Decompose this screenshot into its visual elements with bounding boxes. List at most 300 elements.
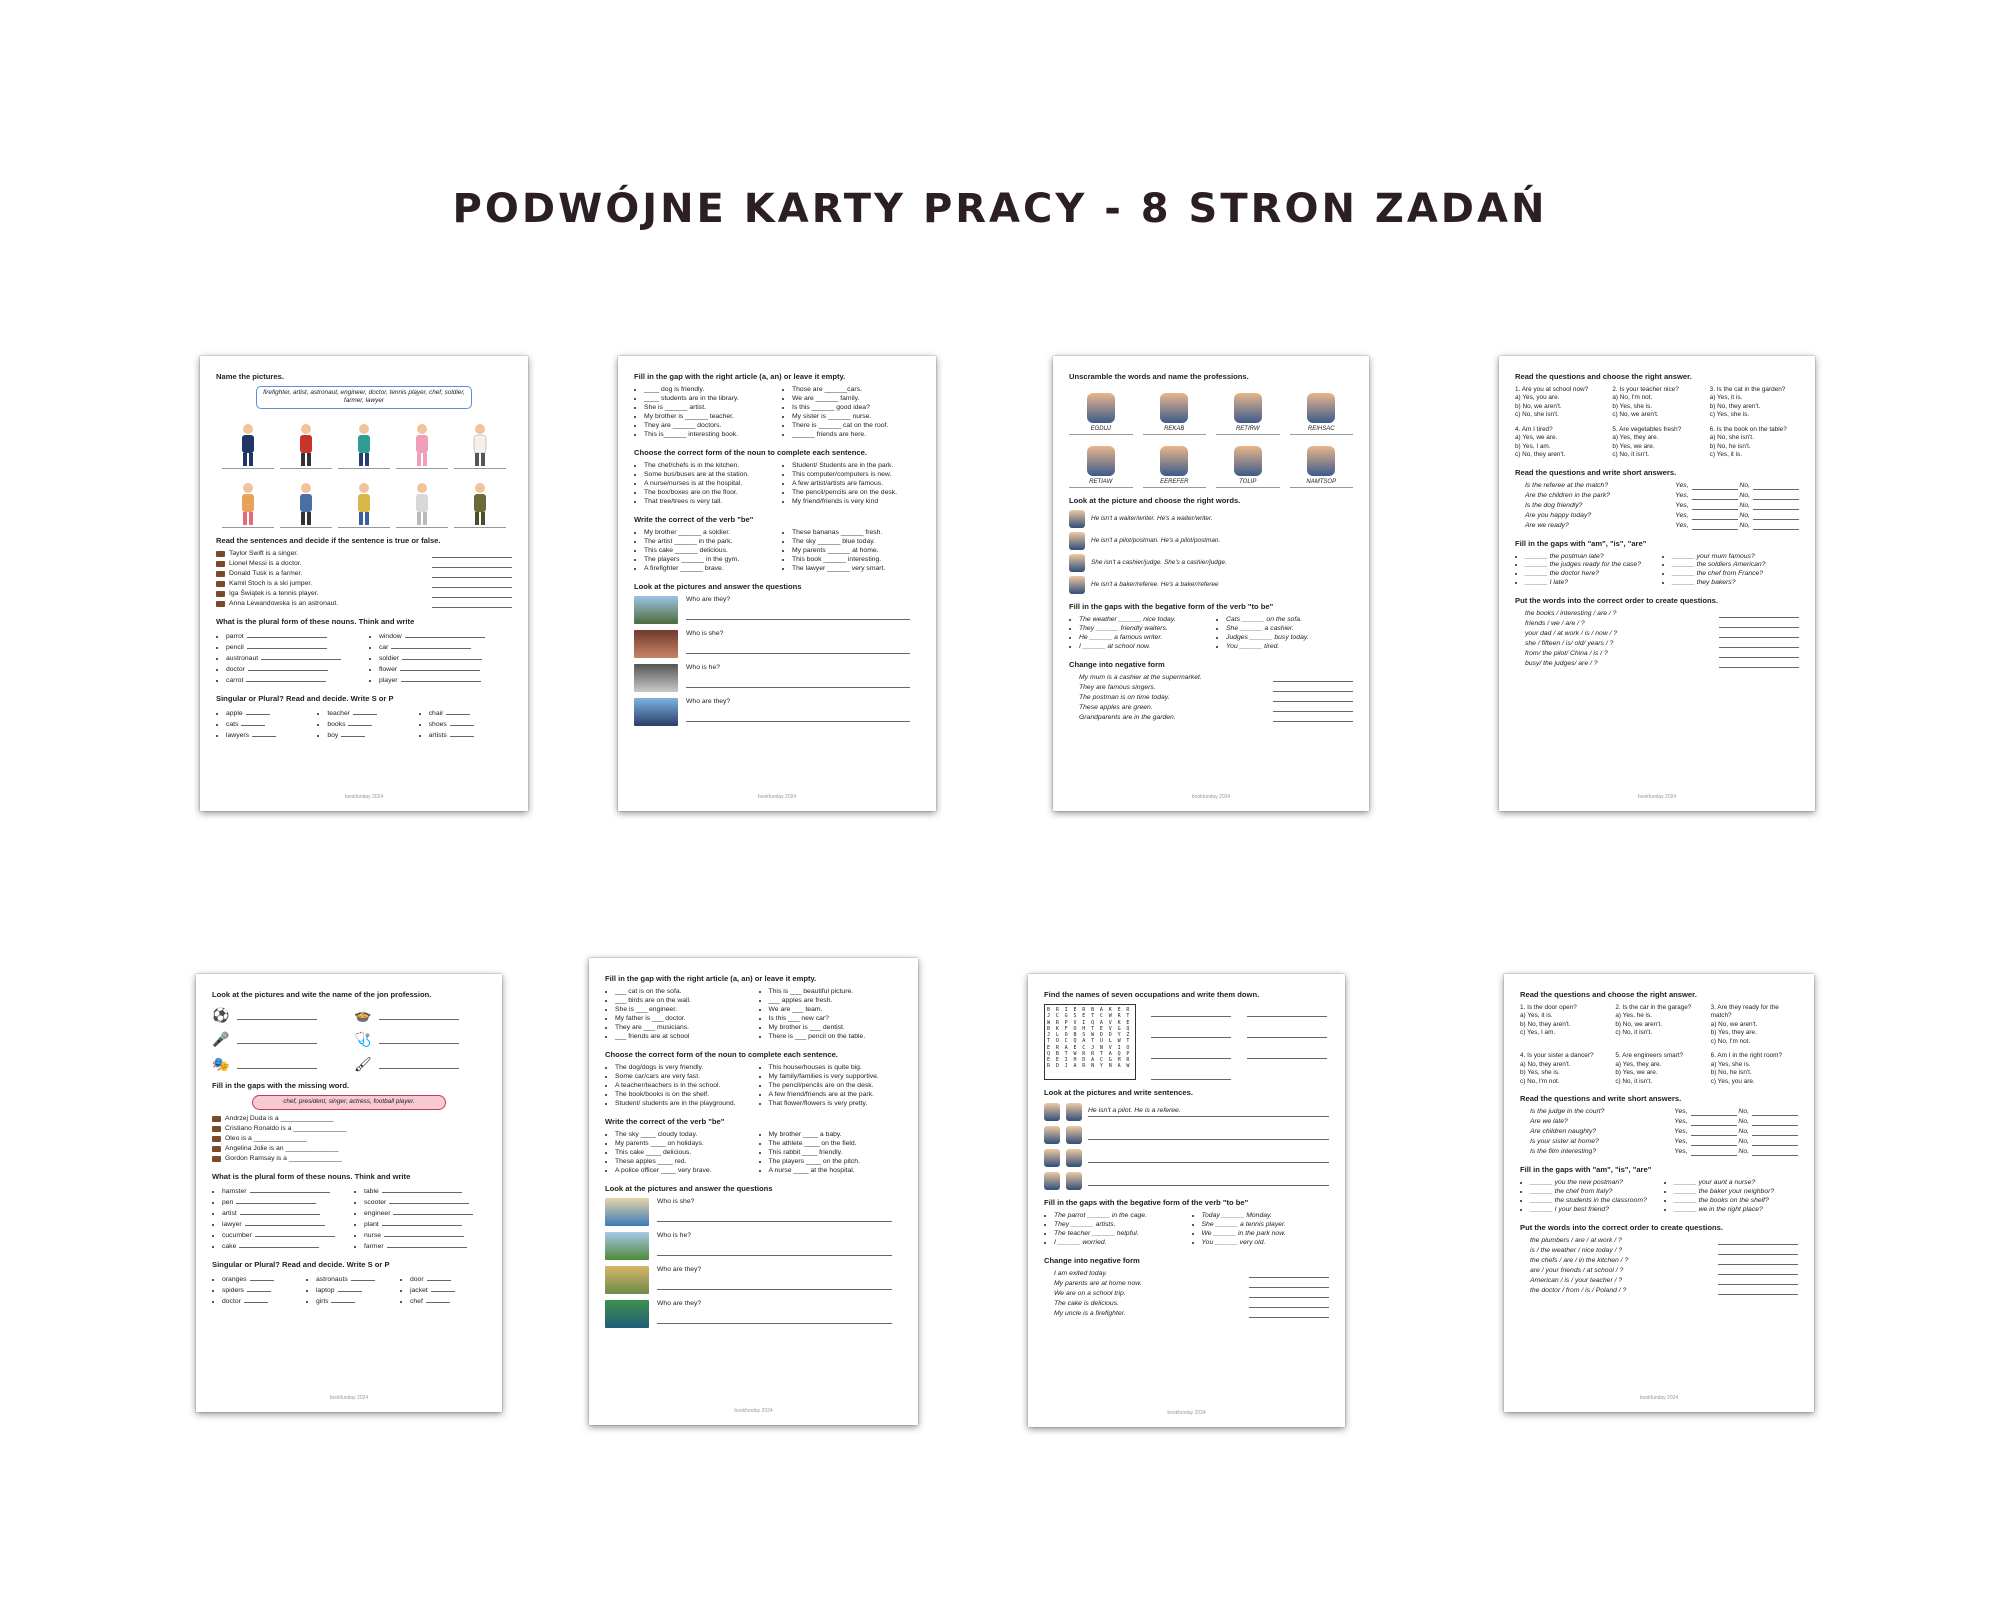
figure-cell: EGDUJ [1069, 386, 1133, 435]
change-negative-list [1069, 674, 1353, 723]
list-item [212, 1030, 344, 1048]
list-item: are / your friends / at school / ? [1530, 1267, 1798, 1276]
answer-line[interactable] [686, 605, 910, 620]
figure-cell [222, 414, 274, 469]
list-item: Lionel Messi is a doctor. [216, 560, 512, 569]
list-item: • They ______ artists. [1054, 1221, 1182, 1230]
list-item: The cake is delicious. [1054, 1300, 1329, 1309]
list-item: • A nurse/nurses is at the hospital. [644, 480, 772, 489]
list-item: • A firefighter ______ brave. [644, 565, 772, 574]
referee-icon [1066, 1103, 1082, 1121]
list-item: • artists [429, 730, 512, 741]
person-icon [235, 422, 261, 468]
list-item: Is the dog friendly? Yes, No, [1525, 502, 1799, 511]
picture-question: Who are they? [605, 1266, 902, 1294]
list-item: American / is / your teacher / ? [1530, 1277, 1798, 1286]
answer-line[interactable] [686, 673, 910, 688]
section-title: Change into negative form [1044, 1255, 1140, 1265]
word-bank: chef, president, singer, actress, football player. [252, 1095, 446, 1109]
figure-cell [222, 473, 274, 528]
list-item: • This rabbit ____ friendly. [769, 1149, 903, 1158]
section-title: What is the plural form of these nouns. Think and write [212, 1171, 411, 1181]
list-item: Are we late? Yes, No, [1530, 1118, 1798, 1127]
pilot-icon [1044, 1103, 1060, 1121]
list-item: • door [410, 1274, 486, 1285]
list-item: • scooter [364, 1197, 486, 1208]
list-item: They are famous singers. [1079, 684, 1353, 693]
answer-line[interactable] [657, 1207, 892, 1222]
question-block: 3. Is the cat in the garden? a) Yes, it is. b) No, they aren't. c) Yes, she is. [1709, 386, 1786, 419]
list-item: My parents are at home now. [1054, 1280, 1329, 1289]
list-item: • We ______ in the park now. [1202, 1230, 1330, 1239]
list-item: • This cake ____ delicious. [615, 1149, 749, 1158]
section-title: Look at the pictures and answer the questions [605, 1183, 773, 1193]
list-item: • nurse [364, 1230, 486, 1241]
scrambled-professions [1069, 386, 1353, 488]
waiter-icon [1087, 446, 1115, 476]
list-item: • They are ___ musicians. [615, 1024, 749, 1033]
list-item [212, 1055, 344, 1073]
profession-figures [222, 414, 506, 528]
fill-gaps-list [212, 1115, 486, 1164]
picture-question: Who are they? [634, 596, 920, 624]
list-item: • My brother is ___ dentist. [769, 1024, 903, 1033]
section-title: Read the questions and write short answers. [1520, 1094, 1682, 1104]
list-item: • These apples ____ red. [615, 1158, 749, 1167]
person-icon [1044, 1149, 1060, 1167]
list-item: • This house/houses is quite big. [769, 1064, 903, 1073]
photo [605, 1198, 649, 1226]
list-item: Is the referee at the match? Yes, No, [1525, 482, 1799, 491]
list-item: • ______ your mum famous? [1672, 553, 1799, 562]
page-footer: bookfunday 2024 [329, 1395, 369, 1402]
wordsearch-area [1044, 1004, 1329, 1080]
list-item: from/ the pilot/ China / is / ? [1525, 650, 1799, 659]
question-block: 5. Are engineers smart? a) Yes, they are. b) Yes, we are. c) No, it isn't. [1615, 1052, 1684, 1085]
list-item: • This is______ interesting book. [644, 431, 772, 440]
question-block: 5. Are vegetables fresh? a) Yes, they are. b) Yes, we are. c) No, it isn't. [1612, 425, 1682, 459]
list-item: • artist [222, 1208, 344, 1219]
section-title: Fill in the gaps with "am", "is", "are" [1515, 538, 1647, 548]
list-item: • She is ______ artist. [644, 404, 772, 413]
person-icon [351, 422, 377, 468]
singular-plural-list [212, 1274, 486, 1307]
word-bank: firefighter, artist, astronaut, engineer, doctor, tennis player, chef, soldier, farmer, lawyer [256, 386, 472, 409]
page-footer: bookfunday 2024 [1191, 794, 1231, 801]
bullet-icon [216, 581, 225, 587]
list-item: • austronaut [226, 653, 359, 664]
section-title: Fill in the gaps with the missing word. [212, 1081, 350, 1091]
list-item: Andrzej Duda is a ______________ [212, 1115, 486, 1124]
figure-cell [454, 414, 506, 469]
list-item: she / fifteen / is/ old/ years / ? [1525, 640, 1799, 649]
list-item: • boy [327, 730, 410, 741]
singular-plural-list [216, 708, 512, 741]
list-item: • These bananas ______ fresh. [792, 529, 920, 538]
list-item: • ______ I late? [1525, 579, 1652, 588]
worksheet-page-8 [1504, 974, 1814, 1412]
answer-line[interactable] [657, 1241, 892, 1256]
list-item: • You ______ tired. [1226, 643, 1353, 652]
word-search-grid[interactable]: B R I E R B A K E R J C G S E T C W R T W R P V I Q A V K E B K F O H T E V G Q J L O B S W D D Y Z T O C Q A T U L W T E R A E C J N V I O Q B T W R R T A Q P E E I H D A C G H R R D J A R N Y N A W [1044, 1004, 1136, 1080]
theater-masks-icon: 🎭 [212, 1055, 230, 1072]
list-item: • She ______ a tennis player. [1202, 1221, 1330, 1230]
answer-line[interactable] [432, 571, 512, 578]
answer-line[interactable] [432, 591, 512, 598]
question-block: 1. Is the door open? a) Yes, it is. b) No, they aren't. c) Yes, I am. [1520, 1004, 1577, 1037]
true-false-list [216, 550, 512, 609]
postman-icon [1307, 446, 1335, 476]
section-title: Unscramble the words and name the professions. [1069, 372, 1249, 381]
list-item: • spiders [222, 1285, 298, 1296]
list-item: • That flower/flowers is very pretty. [769, 1100, 903, 1109]
writer-icon [1234, 393, 1262, 423]
list-item: • ___ cat is on the sofa. [615, 988, 749, 997]
list-item: • The players ______ in the gym. [644, 556, 772, 565]
answer-line[interactable] [1088, 1130, 1329, 1140]
list-item: • ______ we in the right place? [1674, 1206, 1798, 1215]
list-item: • ______ the chef from Italy? [1530, 1188, 1654, 1197]
list-item: • ___ birds are on the wall. [615, 997, 749, 1006]
answer-line[interactable] [1088, 1176, 1329, 1186]
person-icon [1066, 1172, 1082, 1190]
question-block: 1. Are you at school now? a) Yes, you are. b) No, we aren't. c) No, she isn't. [1515, 386, 1589, 419]
list-item: • Some bus/buses are at the station. [644, 471, 772, 480]
section-title: Fill in the gap with the right article (a, an) or leave it empty. [605, 974, 817, 983]
list-item: • ___ apples are fresh. [769, 997, 903, 1006]
noun-exercise [634, 462, 920, 507]
bullet-icon [216, 551, 225, 557]
photo [605, 1232, 649, 1260]
page-footer: bookfunday 2024 [757, 794, 797, 801]
question-block: 4. Am I tired? a) Yes, we are. b) Yes, I am. c) No, they aren't. [1515, 425, 1566, 459]
list-item: • We are ___ team. [769, 1006, 903, 1015]
question-block: 2. Is the car in the garage? a) Yes, he is. b) No, we aren't. c) No, it isn't. [1615, 1004, 1692, 1037]
list-item: He isn't a pilot/postman. He's a pilot/postman. [1069, 532, 1353, 550]
change-negative-list [1044, 1270, 1329, 1319]
figure-cell [280, 414, 332, 469]
list-item: • window [379, 631, 512, 642]
list-item: • The chef/chefs is in the kitchen. [644, 462, 772, 471]
list-item: • ___ friends are at school [615, 1033, 749, 1042]
figure-cell [396, 414, 448, 469]
short-answer-list [1520, 1108, 1798, 1157]
section-title: Read the questions and choose the right answer. [1515, 372, 1692, 381]
list-item: Angelina Jolie is an ______________ [212, 1145, 486, 1154]
be-exercise [605, 1131, 902, 1176]
figure-cell [338, 473, 390, 528]
list-item: • That tree/trees is very tall. [644, 498, 772, 507]
list-item: • cats [226, 719, 309, 730]
picture-question: Who is he? [605, 1232, 902, 1260]
plural-list [212, 1186, 486, 1252]
figure-cell [280, 473, 332, 528]
microphone-icon: 🎤 [212, 1031, 230, 1048]
list-item: • A few friend/friends are at the park. [769, 1091, 903, 1100]
word-order-list [1520, 1237, 1798, 1296]
worksheet-page-3 [1053, 356, 1369, 811]
short-answer-list [1515, 482, 1799, 531]
worksheet-page-2 [618, 356, 936, 811]
figure-cell: NAMTSOP [1290, 439, 1354, 488]
list-item: • This computer/computers is new. [792, 471, 920, 480]
list-item: • Judges ______ busy today. [1226, 634, 1353, 643]
section-title: Put the words into the correct order to create questions. [1520, 1222, 1723, 1232]
person-icon [1044, 1172, 1060, 1190]
list-item: • apple [226, 708, 309, 719]
baker-icon [1160, 393, 1188, 423]
figure-cell: RETIAW [1069, 439, 1133, 488]
photo [634, 698, 678, 726]
list-item: • Cats ______ on the sofa. [1226, 616, 1353, 625]
list-item: Kamil Stoch is a ski jumper. [216, 580, 512, 589]
list-item: • The pencil/pencils are on the desk. [792, 489, 920, 498]
list-item: • laptop [316, 1285, 392, 1296]
photo [634, 664, 678, 692]
section-title: Look at the pictures and answer the questions [634, 581, 802, 591]
waiter-icon [1069, 510, 1085, 528]
section-title: Choose the correct form of the noun to complete each sentence. [634, 447, 867, 457]
question-block: 4. Is your sister a dancer? a) No, they aren't. b) Yes, she is. c) No, I'm not. [1520, 1052, 1594, 1085]
list-item [212, 1006, 344, 1024]
list-item: • engineer [364, 1208, 486, 1219]
section-title: Fill in the gap with the right article (a, an) or leave it empty. [634, 372, 846, 381]
list-item: • My sister is ______ nurse. [792, 413, 920, 422]
worksheet-page-1 [200, 356, 528, 811]
list-item: • girls [316, 1296, 392, 1307]
list-item: • A nurse ____ at the hospital. [769, 1167, 903, 1176]
list-item: • We are ______ family. [792, 395, 920, 404]
list-item: the doctor / from / is / Poland / ? [1530, 1287, 1798, 1296]
page-footer: bookfunday 2024 [1637, 794, 1677, 801]
word-order-list [1515, 610, 1799, 669]
list-item: • ______ I your best friend? [1530, 1206, 1654, 1215]
list-item: • Some car/cars are very fast. [615, 1073, 749, 1082]
list-item: • A police officer ____ very brave. [615, 1167, 749, 1176]
list-item: • doctor [222, 1296, 298, 1307]
list-item: • This cake ______ delicious. [644, 547, 772, 556]
person-icon [351, 481, 377, 527]
list-item: • A teacher/teachers is in the school. [615, 1082, 749, 1091]
answer-line[interactable] [432, 551, 512, 558]
list-item: busy/ the judges/ are / ? [1525, 660, 1799, 669]
question-block: 6. Is the book on the table? a) No, she isn't. b) No, he isn't. c) Yes, it is. [1709, 425, 1787, 459]
plural-list [216, 631, 512, 686]
bullet-icon [212, 1126, 221, 1132]
list-item: Is the judge in the court? Yes, No, [1530, 1108, 1798, 1117]
paintbrush-icon: 🖌 [354, 1055, 372, 1072]
list-item: the plumbers / are / at work / ? [1530, 1237, 1798, 1246]
list-item: • pen [222, 1197, 344, 1208]
section-title: Fill in the gaps with "am", "is", "are" [1520, 1164, 1652, 1174]
figure-cell: TOLIP [1216, 439, 1280, 488]
list-item: Gordon Ramsay is a ______________ [212, 1155, 486, 1164]
answer-line[interactable] [686, 707, 910, 722]
list-item: • The sky ______ blue today. [792, 538, 920, 547]
list-item: • chef [410, 1296, 486, 1307]
picture-question: Who are they? [605, 1300, 902, 1328]
list-item: • ______ the judges ready for the case? [1525, 561, 1652, 570]
list-item: • pencil [226, 642, 359, 653]
list-item: • jacket [410, 1285, 486, 1296]
list-item: • There is ___ pencil on the table. [769, 1033, 903, 1042]
list-item: She isn't a cashier/judge. She's a cashier/judge. [1069, 554, 1353, 572]
list-item: • My brother is ______ teacher. [644, 413, 772, 422]
list-item: • Is this ______ good idea? [792, 404, 920, 413]
list-item: • The teacher ______ helpful. [1054, 1230, 1182, 1239]
list-item: I am exited today. [1054, 1270, 1329, 1279]
list-item: • ______ friends are here. [792, 431, 920, 440]
list-item: Anna Lewandowska is an astronaut. [216, 600, 512, 609]
article-exercise [605, 988, 902, 1042]
list-item: • ____ students are in the library. [644, 395, 772, 404]
question-block: 3. Are they ready for the match? a) No, we aren't. b) Yes, they are. c) No, I'm not. [1710, 1004, 1779, 1045]
list-item: These apples are green. [1079, 704, 1353, 713]
section-title: Change into negative form [1069, 659, 1165, 669]
section-title: Choose the correct form of the noun to complete each sentence. [605, 1049, 838, 1059]
photo [605, 1300, 649, 1328]
list-item: • hamster [222, 1186, 344, 1197]
article-exercise [634, 386, 920, 440]
list-item: • ______ the baker your neighbor? [1674, 1188, 1798, 1197]
list-item: • There is ______ cat on the roof. [792, 422, 920, 431]
worksheet-page-5 [196, 974, 502, 1412]
list-item: • player [379, 675, 512, 686]
list-item: Are you happy today? Yes, No, [1525, 512, 1799, 521]
section-title: Look at the pictures and wite the name of the jon profession. [212, 990, 432, 999]
answer-line[interactable] [432, 601, 512, 608]
list-item: • She ______ a cashier. [1226, 625, 1353, 634]
list-item: • lawyer [222, 1219, 344, 1230]
list-item: • My brother ____ a baby. [769, 1131, 903, 1140]
list-item: • The parrot ______ in the cage. [1054, 1212, 1182, 1221]
section-title: What is the plural form of these nouns. Think and write [216, 616, 415, 626]
bullet-icon [216, 591, 225, 597]
list-item: • farmer [364, 1241, 486, 1252]
figure-cell: REKAB [1143, 386, 1207, 435]
list-item: • My brother ______ a soldier. [644, 529, 772, 538]
worksheet-page-4 [1499, 356, 1815, 811]
list-item: • The artist ______ in the park. [644, 538, 772, 547]
picture-question: Who is she? [605, 1198, 902, 1226]
figure-cell [338, 414, 390, 469]
section-title: Write the correct of the verb "be" [605, 1116, 725, 1126]
section-title: Fill in the gaps with the begative form of the verb "to be" [1044, 1198, 1249, 1208]
photo [605, 1266, 649, 1294]
list-item: We are on a school trip. [1054, 1290, 1329, 1299]
list-item: • lawyers [226, 730, 309, 741]
list-item: • ____ dog is friendly. [644, 386, 772, 395]
list-item: • ______ they bakers? [1672, 579, 1799, 588]
list-item: • Student/ Students are in the park. [792, 462, 920, 471]
answer-line[interactable] [657, 1309, 892, 1324]
list-item: • chair [429, 708, 512, 719]
list-item: • ______ the doctor here? [1525, 570, 1652, 579]
list-item: • ______ the postman late? [1525, 553, 1652, 562]
answer-line[interactable] [432, 581, 512, 588]
picture-question: Who is she? [634, 630, 920, 658]
section-title: Fill in the gaps with the begative form of the verb "to be" [1069, 602, 1274, 612]
list-item: • books [327, 719, 410, 730]
list-item: • shoes [429, 719, 512, 730]
list-item: • astronauts [316, 1274, 392, 1285]
question-block: 2. Is your teacher nice? a) No, I'm not. b) Yes, she is. c) No, we aren't. [1612, 386, 1679, 419]
list-item: the chefs / are / in the kitchen / ? [1530, 1257, 1798, 1266]
list-item: • soldier [379, 653, 512, 664]
section-title: Look at the picture and choose the right words. [1069, 496, 1241, 506]
list-item: • A few artist/artists are famous. [792, 480, 920, 489]
list-item: • My parents ______ at home. [792, 547, 920, 556]
list-item: • flower [379, 664, 512, 675]
judge-icon [1087, 393, 1115, 423]
list-item: Donald Tusk is a farmer. [216, 570, 512, 579]
list-item: • parrot [226, 631, 359, 642]
list-item: Are we ready? Yes, No, [1525, 522, 1799, 531]
list-item: • Is this ___ new car? [769, 1015, 903, 1024]
list-item: Are the children in the park? Yes, No, [1525, 492, 1799, 501]
person-icon [409, 422, 435, 468]
list-item: • You ______ very old. [1202, 1239, 1330, 1248]
list-item: • teacher [327, 708, 410, 719]
list-item: He isn't a waiter/writer. He's a waiter/writer. [1069, 510, 1353, 528]
section-title: Write the correct of the verb "be" [634, 514, 754, 524]
list-item: your dad / at work / is / now / ? [1525, 630, 1799, 639]
list-item: Oleo is a ______________ [212, 1135, 486, 1144]
list-item [354, 1006, 486, 1024]
referee-icon [1160, 446, 1188, 476]
football-icon: ⚽ [212, 1007, 230, 1024]
multiple-choice [1520, 1004, 1798, 1086]
photo [634, 596, 678, 624]
answer-line[interactable] [686, 639, 910, 654]
answer-line[interactable] [657, 1275, 892, 1290]
negative-exercise [1044, 1212, 1329, 1248]
person-icon [293, 481, 319, 527]
answer-line[interactable] [432, 561, 512, 568]
bullet-icon [216, 561, 225, 567]
list-item: • My friend/friends is very kind [792, 498, 920, 507]
page-footer: bookfunday 2024 [344, 794, 384, 801]
list-item [354, 1030, 486, 1048]
list-item: • I ______ at school now. [1079, 643, 1206, 652]
section-title: Singular or Plural? Read and decide. Write S or P [216, 693, 394, 703]
person-icon [235, 481, 261, 527]
chef-bowl-icon: 🍲 [354, 1007, 372, 1024]
baker-icon [1069, 576, 1085, 594]
stethoscope-icon: 🩺 [354, 1031, 372, 1048]
section-title: Read the sentences and decide if the sentence is true or false. [216, 535, 441, 545]
figure-cell: REIHSAC [1290, 386, 1354, 435]
negative-exercise [1069, 616, 1353, 652]
figure-cell: RETIRW [1216, 386, 1280, 435]
person-icon [1066, 1126, 1082, 1144]
list-item: Cristiano Ronaldo is a ______________ [212, 1125, 486, 1134]
list-item [354, 1055, 486, 1073]
list-item: • This book ______ interesting. [792, 556, 920, 565]
list-item: My uncle is a firefighter. [1054, 1310, 1329, 1319]
section-title: Read the questions and choose the right answer. [1520, 990, 1697, 999]
list-item: • carrot [226, 675, 359, 686]
answer-line[interactable] [1088, 1153, 1329, 1163]
page-footer: bookfunday 2024 [1639, 1395, 1679, 1402]
list-item: • ______ the students in the classroom? [1530, 1197, 1654, 1206]
picture-question: Who are they? [634, 698, 920, 726]
list-item: • Student/ students are in the playground. [615, 1100, 749, 1109]
bullet-icon [216, 571, 225, 577]
list-item: friends / we / are / ? [1525, 620, 1799, 629]
cashier-icon [1307, 393, 1335, 423]
list-item: • The lawyer ______ very smart. [792, 565, 920, 574]
